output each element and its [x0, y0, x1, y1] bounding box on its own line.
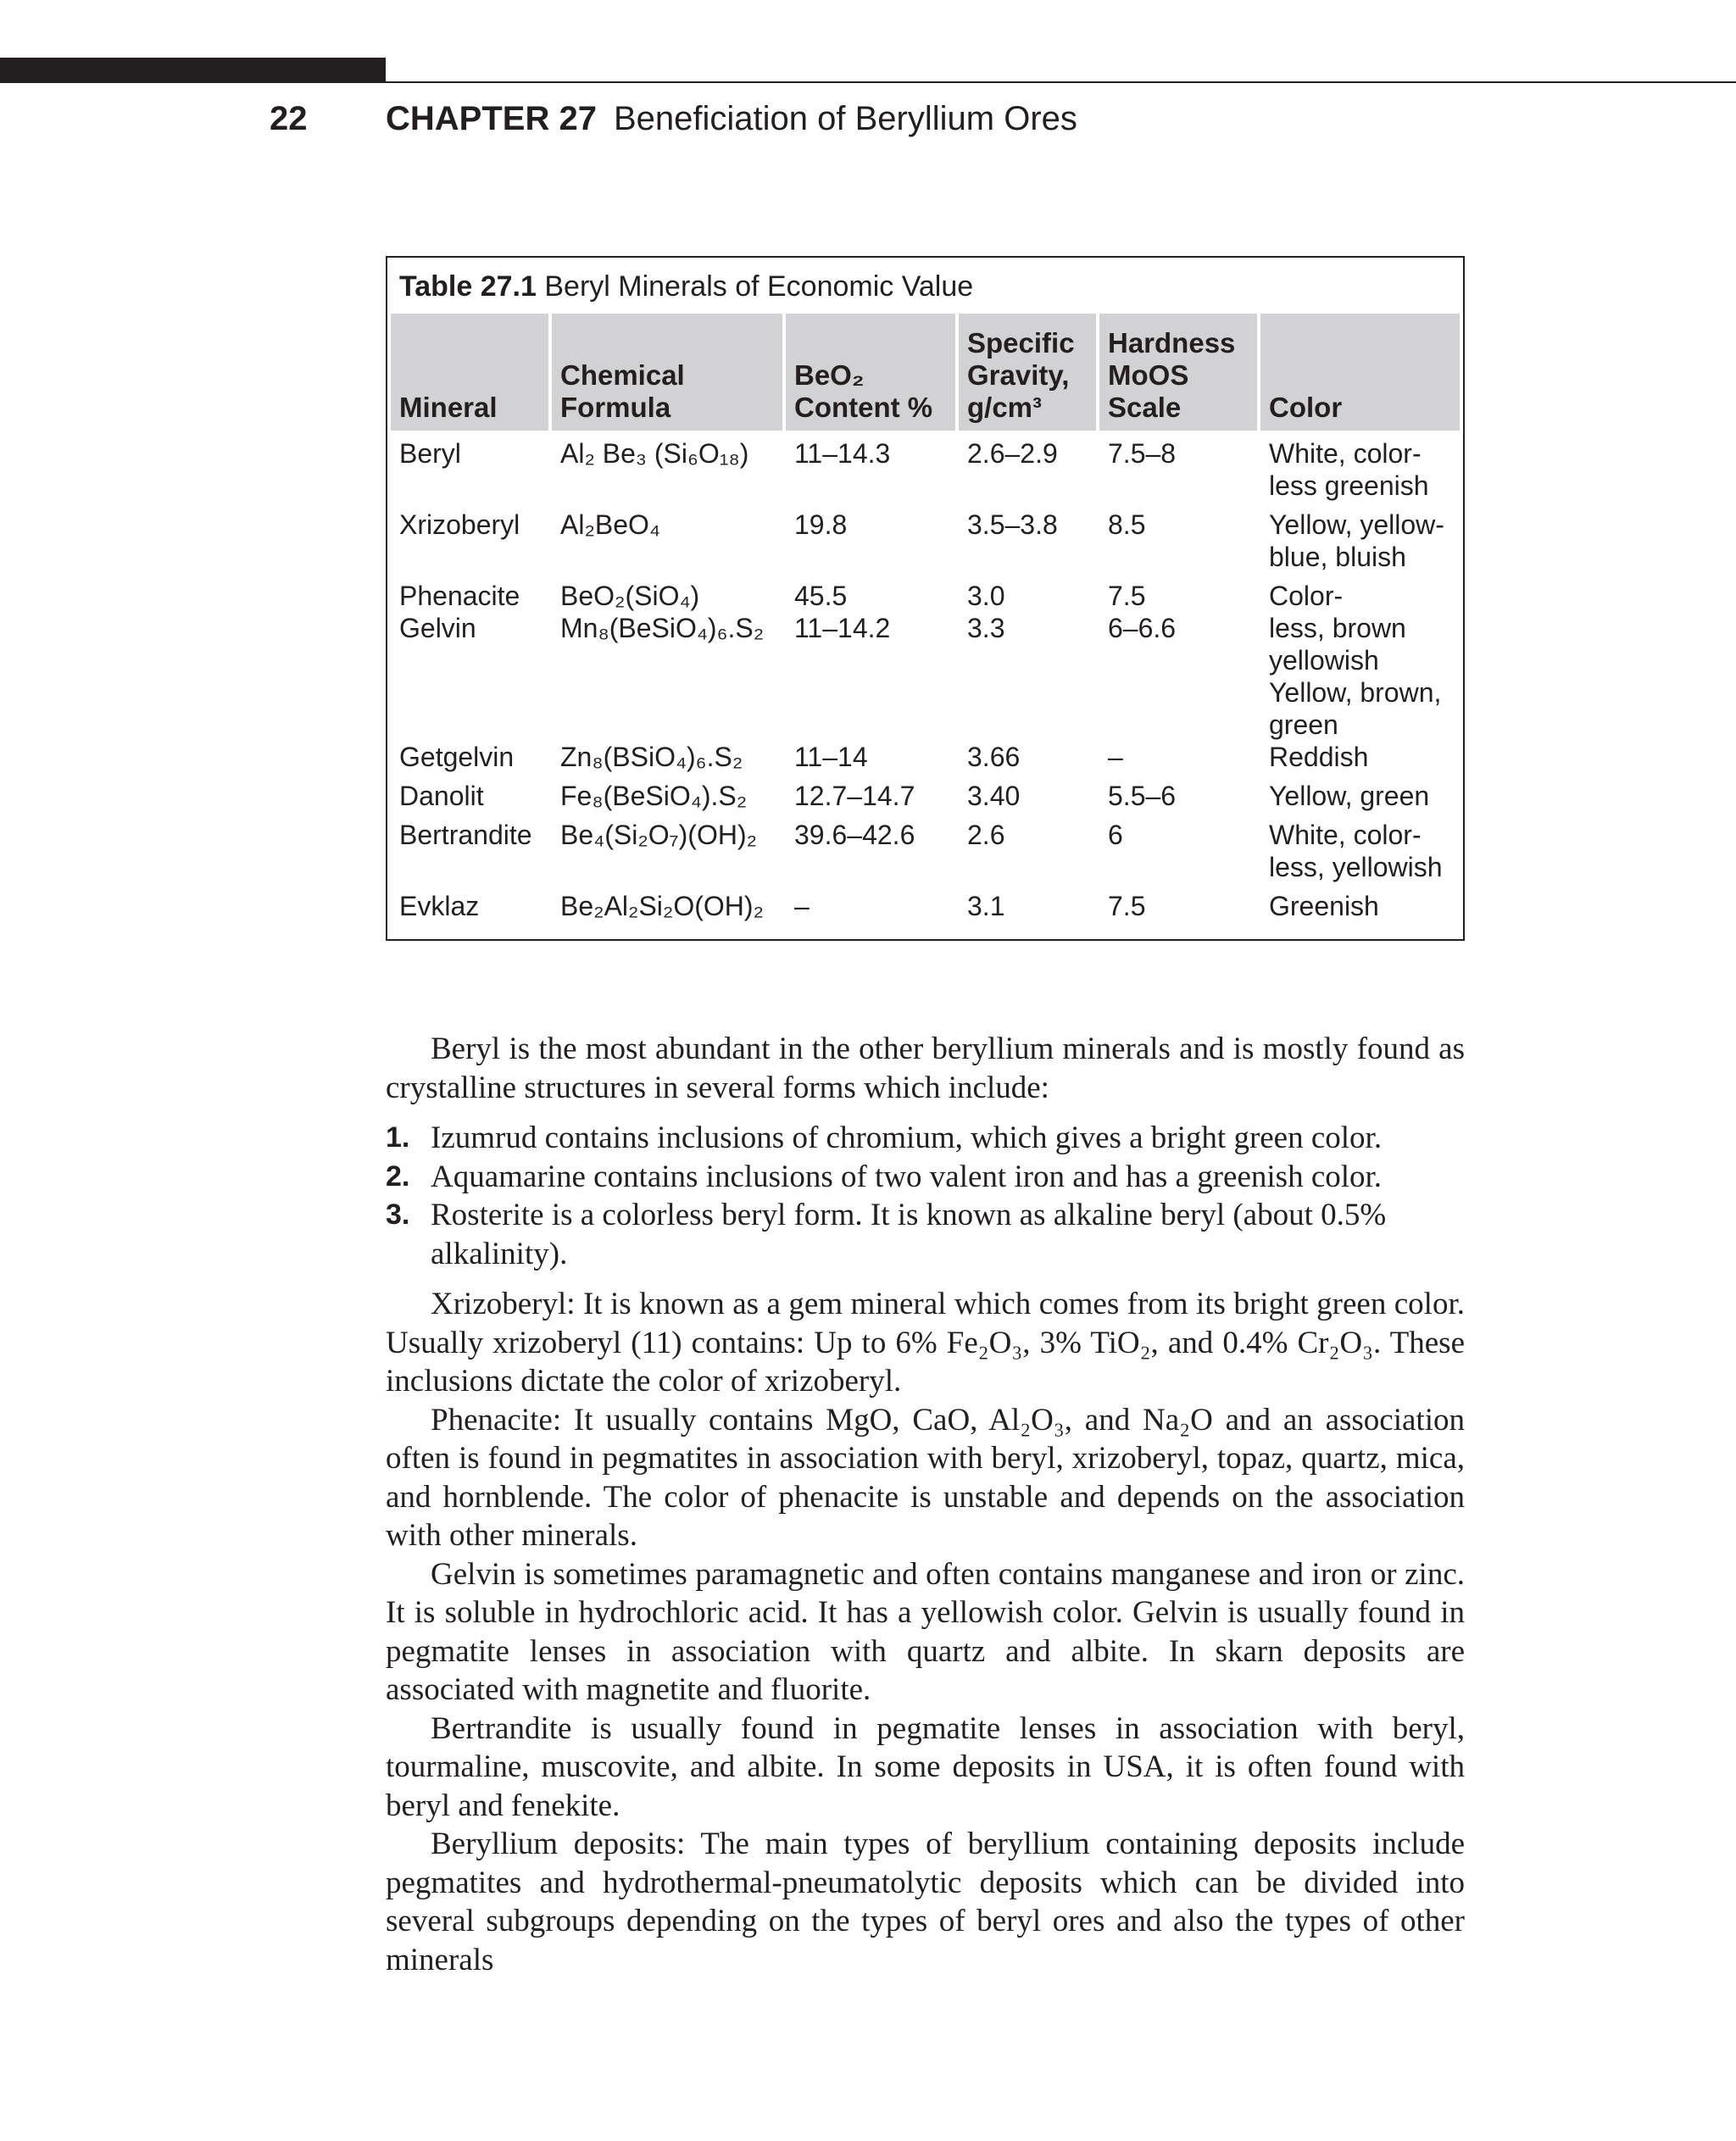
cell-gravity: 3.1 — [967, 891, 1005, 921]
table-caption-label: Table 27.1 — [399, 270, 537, 303]
cell-color: Yellow, yellow- blue, bluish — [1269, 509, 1444, 572]
chapter-title: Beneficiation of Beryllium Ores — [614, 100, 1077, 137]
minerals-table — [386, 256, 1465, 941]
cell-hardness: 6 — [1108, 820, 1123, 850]
header-specific-gravity: Specific Gravity, g/cm³ — [959, 314, 1096, 431]
cell-gravity: 3.66 — [967, 742, 1021, 772]
cell-gravity: 3.40 — [967, 781, 1021, 811]
cell-hardness: – — [1108, 742, 1123, 772]
cell-mineral: Getgelvin — [399, 742, 515, 772]
header-mineral: Mineral — [391, 314, 548, 431]
list-item: 2. Aquamarine contains inclusions of two valent iron and has a greenish color. — [386, 1159, 1383, 1194]
cell-mineral: Evklaz — [399, 891, 480, 921]
intro-paragraph: Beryl is the most abundant in the other beryllium minerals and is mostly found as crystalline structures in several forms which include: — [386, 1032, 1465, 1105]
list-item: 3. Rosterite is a colorless beryl form. It is known as alkaline beryl (about 0.5% alkalinity). — [386, 1198, 1387, 1271]
cell-mineral: Phenacite — [399, 581, 520, 611]
cell-hardness: 6–6.6 — [1108, 613, 1177, 643]
beryl-forms-list — [386, 1119, 1465, 1273]
cell-hardness: 7.5 — [1108, 891, 1146, 921]
paragraph-gelvin: Gelvin is sometimes paramagnetic and often contains manganese and iron or zinc. It is soluble in hydrochloric acid. It has a yellowish color. Gelvin is usually found in pegmatite lenses in association with quartz and albite. In skarn deposits are associated with magnetite and fluorite. — [386, 1556, 1465, 1707]
cell-formula: Be₂Al₂Si₂O(OH)₂ — [560, 891, 764, 921]
running-head — [0, 95, 1736, 146]
cell-hardness: 5.5–6 — [1108, 781, 1177, 811]
cell-beo2: 11–14.3 — [794, 438, 891, 469]
cell-mineral: Xrizoberyl — [399, 509, 520, 540]
cell-formula: Be₄(Si₂O₇)(OH)₂ — [560, 820, 758, 850]
cell-gravity: 3.0 — [967, 581, 1005, 611]
header-rule-dark — [0, 58, 386, 83]
cell-color: White, color- less greenish — [1269, 438, 1429, 501]
cell-color: White, color- less, yellowish — [1269, 820, 1443, 882]
cell-mineral: Bertrandite — [399, 820, 532, 850]
table-header-row — [391, 314, 1460, 431]
cell-gravity: 3.5–3.8 — [967, 509, 1058, 540]
header-color: Color — [1260, 314, 1460, 431]
cell-hardness: 7.5 — [1108, 581, 1146, 611]
cell-formula: Al₂ Be₃ (Si₆O₁₈) — [560, 438, 749, 469]
cell-formula: BeO₂(SiO₄) — [560, 581, 700, 611]
cell-hardness: 7.5–8 — [1108, 438, 1177, 469]
cell-beo2: 11–14.2 — [794, 613, 891, 643]
cell-color: Color- less, brown yellowish Yellow, brown, green — [1269, 581, 1442, 740]
header-chemical-formula: Chemical Formula — [552, 314, 782, 431]
cell-beo2: 12.7–14.7 — [794, 781, 915, 811]
table-caption-text: Beryl Minerals of Economic Value — [544, 270, 974, 303]
cell-mineral: Danolit — [399, 781, 484, 811]
cell-beo2: 39.6–42.6 — [794, 820, 915, 850]
cell-hardness: 8.5 — [1108, 509, 1146, 540]
cell-gravity: 3.3 — [967, 613, 1005, 643]
cell-formula: Mn₈(BeSiO₄)₆.S₂ — [560, 613, 765, 643]
table-caption — [399, 268, 973, 305]
paragraph-beryllium-deposits: Beryllium deposits: The main types of beryllium containing deposits include pegmatites and hydrothermal-pneumatolytic deposits which can be divided into several subgroups depending on the types of beryl ores and also the types of other minerals — [386, 1827, 1465, 1977]
chapter-label: CHAPTER 27 — [386, 100, 597, 137]
header-hardness: Hardness MoOS Scale — [1099, 314, 1257, 431]
cell-formula: Zn₈(BSiO₄)₆.S₂ — [560, 742, 743, 772]
cell-formula: Fe₈(BeSiO₄).S₂ — [560, 781, 748, 811]
cell-color: Greenish — [1269, 891, 1379, 921]
cell-beo2: 45.5 — [794, 581, 848, 611]
paragraph-bertrandite: Bertrandite is usually found in pegmatite lenses in association with beryl, tourmaline, muscovite, and albite. In some deposits in USA, it is often found with beryl and fenekite. — [386, 1710, 1465, 1823]
body-text — [386, 1030, 1465, 1979]
cell-mineral: Gelvin — [399, 613, 476, 643]
cell-beo2: 11–14 — [794, 742, 868, 772]
list-item: 1. Izumrud contains inclusions of chromium, which gives a bright green color. — [386, 1121, 1383, 1155]
paragraph-phenacite: Phenacite: It usually contains MgO, CaO, Al₂O₃, and Na₂O and an association often is found in pegmatites in association with beryl, xrizoberyl, topaz, quartz, mica, and hornblende. The color of phenacite is unstable and depends on the association with other minerals. — [386, 1402, 1465, 1553]
cell-formula: Al₂BeO₄ — [560, 509, 660, 540]
header-rule-thin — [386, 81, 1736, 83]
cell-gravity: 2.6 — [967, 820, 1005, 850]
page-number: 22 — [270, 100, 308, 137]
cell-color: Yellow, green — [1269, 781, 1430, 811]
cell-mineral: Beryl — [399, 438, 461, 469]
cell-beo2: 19.8 — [794, 509, 848, 540]
paragraph-xrizoberyl: Xrizoberyl: It is known as a gem mineral which comes from its bright green color. Usually xrizoberyl (11) contains: Up to 6% Fe₂O₃, 3% TiO₂, and 0.4% Cr₂O₃. These inclusions dictate the color of xrizoberyl. — [386, 1287, 1465, 1399]
cell-beo2: – — [794, 891, 810, 921]
header-beo2-content: BeO₂ Content % — [786, 314, 955, 431]
cell-color: Reddish — [1269, 742, 1369, 772]
cell-gravity: 2.6–2.9 — [967, 438, 1058, 469]
